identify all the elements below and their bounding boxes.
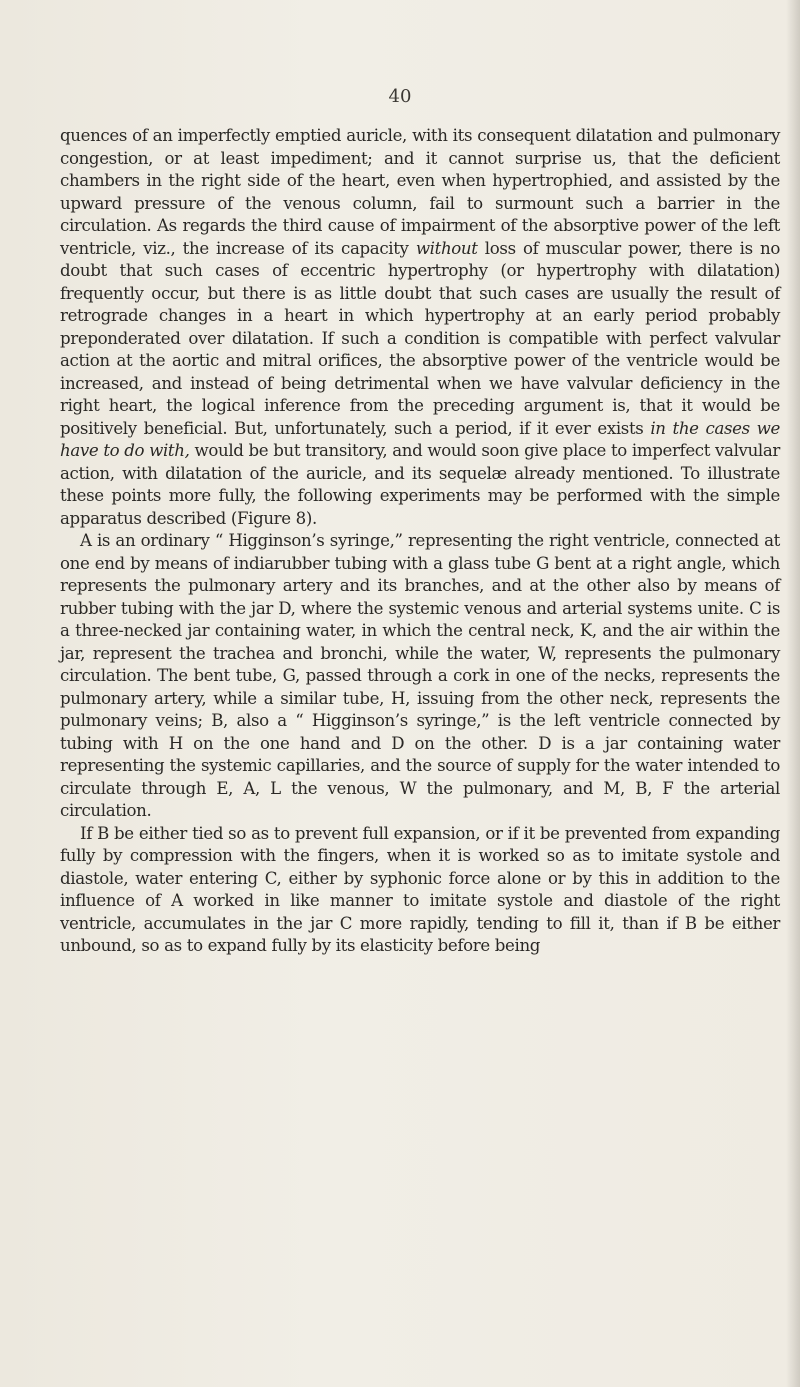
italic-text-run: without [415,238,478,258]
page-number: 40 [388,86,412,107]
paragraph [60,823,780,958]
paragraph [60,530,780,823]
text-run: quences of an imperfectly emptied auricle, with its consequent dilatation and pulmonary congestion, or at least impediment; and it cannot surprise us, that the deficient chambers in the right side of the heart, even when hypertrophied, and assisted by the upward pressure of the venous column, fail to surmount such a barrier in the circulation. As regards the third cause of impairment of the absorptive power of the left ventricle, viz., the increase of its capacity [60,126,780,258]
body-text [60,125,780,958]
paragraph [60,125,780,530]
text-run: If B be either tied so as to prevent full expansion, or if it be prevented from expanding fully by compression with the fingers, when it is worked so as to imitate systole and diastole, water entering C, either by syphonic force alone or by this in addition to the influence of A worked in like manner to imitate systole and diastole of the right ventricle, accumulates in the jar C more rapidly, tending to fill it, than if B be either unbound, so as to expand fully by its elasticity before being [60,823,780,955]
italic-text-run: in the cases we have to do with, [60,418,780,460]
page-edge-shadow [786,0,800,1387]
text-run: would be but transitory, and would soon give place to imperfect valvular action, with dilatation of the auricle, and its sequelæ already mentioned. To illustrate these points more fully, the following experiments may be performed with the simple apparatus described (Figure 8). [60,441,780,528]
text-run: A is an ordinary “ Higginson’s syringe,” representing the right ventricle, connected at one end by means of indiarubber tubing with a glass tube G bent at a right angle, which represents the pulmonary artery and its branches, and at the other also by means of rubber tubing with the jar D, where the systemic venous and arterial systems unite. C is a three-necked jar containing water, in which the central neck, K, and the air within the jar, represent the trachea and bronchi, while the water, W, represents the pulmonary circulation. The bent tube, G, passed through a cork in one of the necks, represents the pulmonary artery, while a similar tube, H, issuing from the other neck, represents the pulmonary veins; B, also a “ Higginson’s syringe,” is the left ventricle connected by tubing with H on the one hand and D on the other. D is a jar containing water representing the systemic capillaries, and the source of supply for the water intended to circulate through E, A, L the venous, W the pulmonary, and M, B, F the arterial circulation. [60,531,780,820]
text-run: loss of muscular power, there is no doubt that such cases of eccentric hypertrophy (or hypertrophy with dilatation) frequently occur, but there is as little doubt that such cases are usually the result of retrograde changes in a heart in which hypertrophy at an early period probably preponderated over dilatation. If such a condition is compatible with perfect valvular action at the aortic and mitral orifices, the absorptive power of the ventricle would be increased, and instead of being detrimental when we have valvular deficiency in the right heart, the logical inference from the preceding argument is, that it would be positively beneficial. But, unfortunately, such a period, if it ever exists [60,238,780,438]
